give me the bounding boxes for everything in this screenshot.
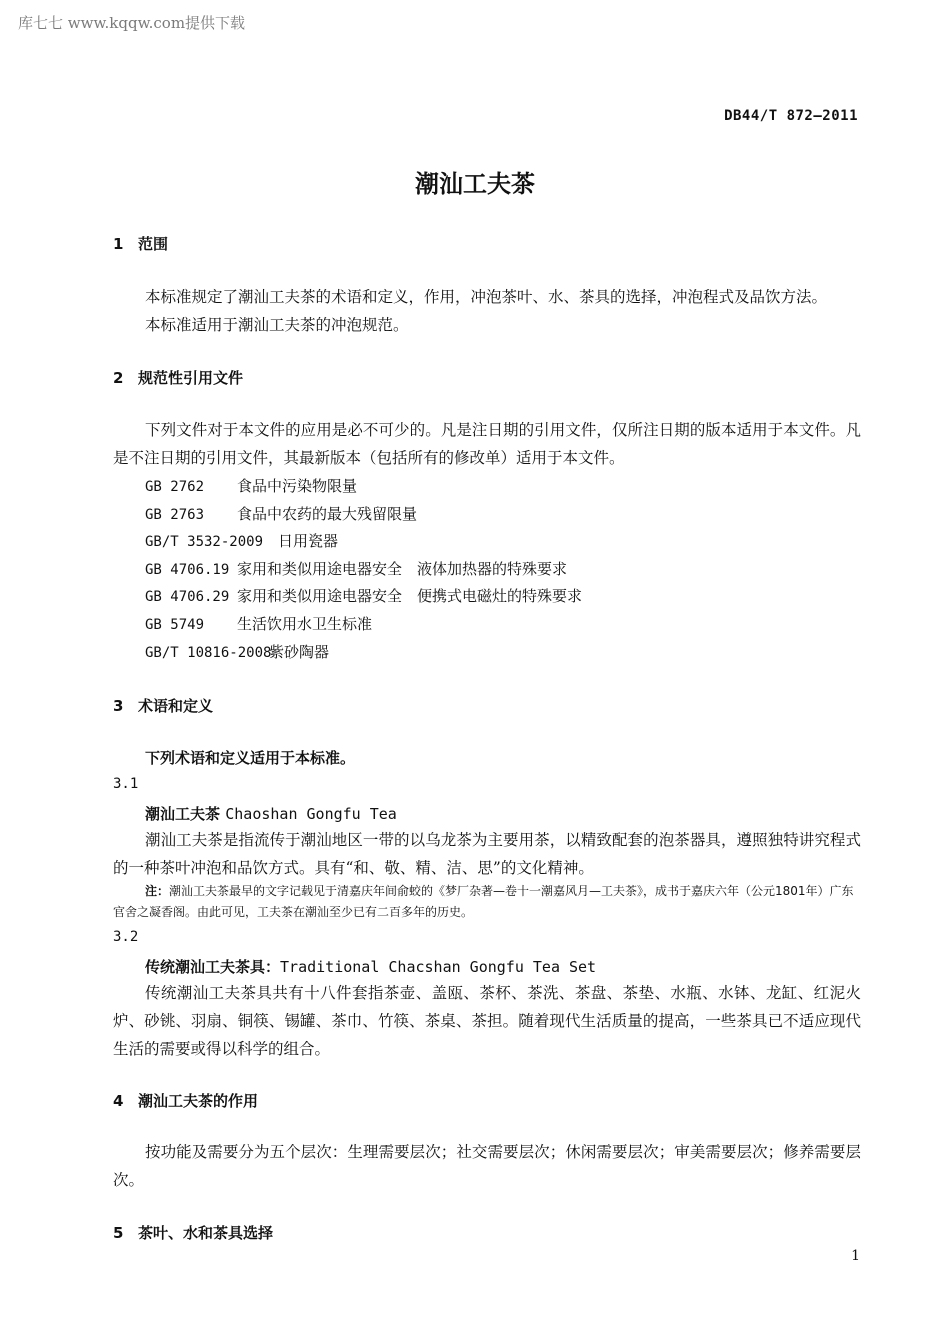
watermark-text: 库七七 www.kqqw.com提供下载: [18, 14, 246, 32]
term-heading: [145, 803, 397, 824]
section-2-heading: [113, 367, 243, 388]
term-note: [113, 881, 861, 923]
section-title: 茶叶、水和茶具选择: [138, 1224, 274, 1242]
section-number: 1: [113, 235, 124, 253]
reference-title: 食品中污染物限量: [237, 477, 358, 495]
term-chinese: 传统潮汕工夫茶具：: [145, 958, 281, 976]
reference-item: [145, 503, 417, 524]
reference-item: [145, 530, 338, 551]
reference-title: 家用和类似用途电器安全 液体加热器的特殊要求: [237, 560, 568, 578]
clause-number: 3.2: [113, 929, 139, 945]
reference-item: [145, 585, 582, 606]
section-1-heading: [113, 233, 168, 254]
term-definition: 传统潮汕工夫茶具共有十八件套指茶壶、盖瓯、茶杯、茶洗、茶盘、茶垫、水瓶、水钵、龙缸、红泥火炉、砂铫、羽扇、铜筷、锡罐、茶巾、竹筷、茶桌、茶担。随着现代生活质量的提高，一些茶具已不适应现代生活的需要或得以科学的组合。: [113, 984, 861, 1058]
section-5-heading: [113, 1222, 273, 1243]
term-definition: 潮汕工夫茶是指流传于潮汕地区一带的以乌龙茶为主要用茶，以精致配套的泡茶器具，遵照独特讲究程式的一种茶叶冲泡和品饮方式。具有“和、敬、精、洁、思”的文化精神。: [113, 831, 861, 877]
reference-code: GB 4706.29: [145, 589, 230, 605]
section-title: 潮汕工夫茶的作用: [138, 1092, 259, 1110]
reference-code: GB 5749: [145, 617, 205, 633]
function-paragraph: 按功能及需要分为五个层次：生理需要层次；社交需要层次；休闲需要层次；审美需要层次；修养需要层次。: [113, 1143, 861, 1189]
scope-paragraph-2: 本标准适用于潮汕工夫茶的冲泡规范。: [145, 316, 409, 334]
reference-title: 紫砂陶器: [269, 643, 330, 661]
term-english: Traditional Chacshan Gongfu Tea Set: [280, 958, 597, 976]
reference-title: 日用瓷器: [278, 532, 339, 550]
section-title: 范围: [138, 235, 169, 253]
term-chinese: 潮汕工夫茶: [145, 805, 221, 823]
terms-intro: 下列术语和定义适用于本标准。: [145, 749, 356, 767]
reference-title: 家用和类似用途电器安全 便携式电磁灶的特殊要求: [237, 587, 583, 605]
reference-title: 生活饮用水卫生标准: [237, 615, 373, 633]
reference-code: GB 2763: [145, 507, 205, 523]
page-number: 1: [851, 1248, 860, 1264]
note-label: 注：: [145, 884, 170, 898]
reference-title: 食品中农药的最大残留限量: [237, 505, 418, 523]
section-number: 5: [113, 1224, 124, 1242]
term-english: Chaoshan Gongfu Tea: [225, 805, 397, 823]
section-title: 术语和定义: [138, 697, 214, 715]
reference-item: [145, 613, 372, 634]
references-intro: 下列文件对于本文件的应用是必不可少的。凡是注日期的引用文件，仅所注日期的版本适用于本文件。凡是不注日期的引用文件，其最新版本（包括所有的修改单）适用于本文件。: [113, 421, 861, 467]
reference-code: GB/T 10816-2008: [145, 645, 272, 661]
section-4-heading: [113, 1090, 258, 1111]
section-title: 规范性引用文件: [138, 369, 244, 387]
clause-number: 3.1: [113, 776, 139, 792]
reference-code: GB 4706.19: [145, 562, 230, 578]
document-number: DB44/T 872—2011: [724, 108, 858, 124]
reference-item: [145, 558, 567, 579]
section-number: 4: [113, 1092, 124, 1110]
scope-paragraph-1: 本标准规定了潮汕工夫茶的术语和定义，作用，冲泡茶叶、水、茶具的选择，冲泡程式及品饮方法。: [145, 288, 828, 306]
section-number: 3: [113, 697, 124, 715]
reference-code: GB/T 3532-2009: [145, 534, 264, 550]
note-text: 潮汕工夫茶最早的文字记载见于清嘉庆年间俞蛟的《梦厂杂著—卷十一潮嘉风月—工夫茶》，成书于嘉庆六年（公元1801年）广东官舍之凝香阁。由此可见，工夫茶在潮汕至少已有二百多年的历史。: [113, 884, 854, 919]
section-3-heading: [113, 695, 213, 716]
reference-item: [145, 641, 329, 662]
term-heading: [145, 956, 596, 977]
reference-code: GB 2762: [145, 479, 205, 495]
reference-item: [145, 475, 357, 496]
section-number: 2: [113, 369, 124, 387]
page-title: 潮汕工夫茶: [415, 170, 535, 198]
